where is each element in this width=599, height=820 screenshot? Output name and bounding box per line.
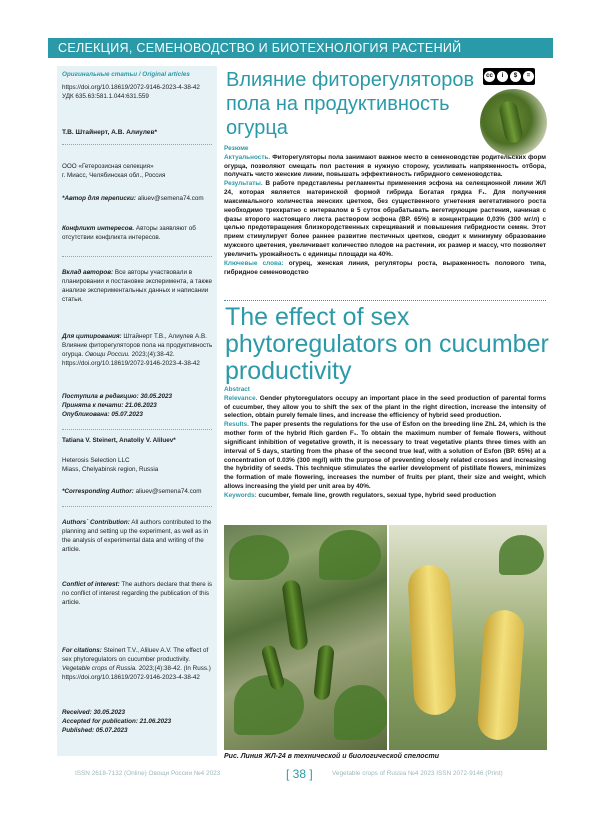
published-en: Published: 05.07.2023: [62, 727, 128, 735]
article-type: Оригинальные статьи / Original articles: [62, 71, 190, 78]
conflict-en: [62, 580, 214, 607]
keywords-ru-text: огурец, женская линия, регуляторы роста, выраженность полового типа, гибридное семеноводство: [224, 259, 547, 276]
authors-ru: Т.В. Штайнерт, А.В. Алиулев*: [62, 129, 158, 136]
cite-en-label: For citations:: [62, 647, 102, 654]
divider: [62, 506, 212, 507]
leaf: [229, 535, 289, 580]
green-cucumber: [313, 644, 335, 700]
org-ru: [62, 162, 214, 180]
relevance-en: [224, 395, 546, 421]
cite-ru: [62, 332, 214, 369]
cite-en-journal: Vegetable crops of Russia.: [62, 665, 138, 673]
leaf: [234, 675, 304, 735]
leaf: [499, 535, 544, 575]
conflict-en-label: Conflict of interest:: [62, 581, 120, 588]
dates-en: [62, 708, 214, 735]
keywords-ru-label: Ключевые слова:: [224, 259, 284, 267]
accepted-ru: Принята к печати: 21.06.2023: [62, 402, 157, 410]
org-ru-location: г. Миасс, Челябинская обл., Россия: [62, 172, 166, 180]
corr-en-label: *Corresponding Author:: [62, 488, 134, 495]
title-ru: Влияние фиторегуляторов пола на продуктивность огурца: [226, 69, 475, 139]
abstract-label: Abstract: [224, 386, 250, 393]
keywords-en-label: Keywords:: [224, 491, 257, 499]
divider: [62, 256, 212, 257]
footer-left: ISSN 2618-7132 (Online) Овощи России №4 2023: [75, 770, 221, 777]
figure-caption: Рис. Линия ЖЛ-24 в технической и биологической спелости: [224, 753, 439, 760]
dates-ru: [62, 392, 214, 419]
relevance-ru-text: Фиторегуляторы пола занимают важное место в семеноводстве родительских форм огурца, позволяют смещать пол растения в нужную сторону, усиливать напряженность отбора, получать чисто женские линии, повышать эффективность гибридного семеноводства.: [224, 153, 546, 179]
section-header: СЕЛЕКЦИЯ, СЕМЕНОВОДСТВО И БИОТЕХНОЛОГИЯ РАСТЕНИЙ: [48, 38, 553, 58]
results-en-text: The paper presents the regulations for the use of Esfon on the breeding line ZhL 24, which is the mother form of the hybrid Rich garden F₁. To obtain the maximum number of female flowers, without significant inhibition of vegetative growth, it is necessary to treat vegetative plants three times with an interval of 5 days, starting from the phase of the second true leaf, with a solution of Esfon (BP. 65%) at a concentration of 0.03% (300 mg/l) with the purpose of preventing closely related crosses and increasing the hybridity of seeds. This technique stimulates the earlier development of pistillate flowers, minimizes the formation of male flowering, increases the number of fruits per plant, their size and weight, which allows increasing the yield per unit area by 40%.: [224, 421, 546, 491]
contrib-en: [62, 518, 214, 555]
org-ru-name: ООО «Гетерозисная селекция»: [62, 163, 154, 170]
keywords-en: [224, 492, 546, 501]
results-ru: [224, 180, 546, 259]
page-number: [ 38 ]: [286, 767, 313, 781]
by-icon: i: [497, 71, 508, 82]
contrib-ru-label: Вклад авторов:: [62, 269, 114, 276]
abstract-en: [224, 386, 546, 501]
nc-icon: $: [510, 71, 521, 82]
divider: [62, 144, 212, 145]
article-meta: [62, 70, 214, 101]
green-cucumber: [281, 579, 309, 651]
contrib-ru-text: Все авторы участвовали в планировании и постановке эксперимента, а также анализе экспериментальных данных и написании статьи.: [62, 269, 212, 304]
title-en: The effect of sex phytoregulators on cucumber productivity: [225, 303, 549, 385]
footer-right: Vegetable crops of Russia №4 2023 ISSN 2072-9146 (Print): [332, 770, 503, 777]
conflict-ru-label: Конфликт интересов.: [62, 225, 135, 232]
relevance-en-text: Gender phytoregulators occupy an important place in the seed production of parental forms of cucumber, they allow you to shift the sex of the plant in the right direction, increase the intensity of selection, obtain purely female lines, and increase the efficiency of hybrid seed production.: [224, 394, 547, 420]
corr-ru-email[interactable]: aliuev@semena74.com: [137, 195, 204, 202]
relevance-ru: [224, 154, 546, 180]
keywords-ru: [224, 260, 546, 278]
org-en-location: Miass, Chelyabinsk region, Russia: [62, 466, 159, 474]
yellow-cucumber: [407, 564, 457, 716]
cite-ru-text: Штайнерт Т.В., Алиулев А.В. Влияние фиторегуляторов пола на продуктивность огурца.: [62, 333, 213, 359]
corr-ru-label: *Автор для переписки:: [62, 195, 136, 202]
resume-label: Резюме: [224, 145, 249, 152]
section-divider: [224, 300, 546, 301]
cc-license-badge[interactable]: [483, 68, 535, 85]
authors-en: Tatiana V. Steinert, Anatoliy V. Aliluev*: [62, 437, 176, 444]
relevance-en-label: Relevance.: [224, 394, 258, 402]
leaf: [334, 685, 387, 740]
cite-en-text: Steinert T.V., Aliluev A.V. The effect of sex phytoregulators on cucumber productivity.: [62, 647, 209, 664]
results-en: [224, 421, 546, 492]
cite-en: [62, 646, 214, 683]
article-info-sidebar: [57, 66, 217, 756]
cite-ru-label: Для цитирования:: [62, 333, 122, 340]
leaf: [319, 530, 381, 580]
keywords-en-text: cucumber, female line, growth regulators, sexual type, hybrid seed production: [258, 491, 497, 499]
sa-icon: =: [523, 71, 534, 82]
results-ru-label: Результаты.: [224, 180, 263, 188]
cite-ru-doi[interactable]: 2023;(4):38-42. https://doi.org/10.18619/2072-9146-2023-4-38-42: [62, 351, 200, 368]
udk: УДК 635.63:581.1.044:631.559: [62, 93, 149, 101]
conflict-en-text: The authors declare that there is no conflict of interest regarding the publication of this article.: [62, 581, 213, 607]
green-cucumber-photo: [224, 525, 387, 750]
yellow-cucumber: [477, 609, 526, 741]
contrib-ru: [62, 268, 214, 305]
doi-link[interactable]: https://doi.org/10.18619/2072-9146-2023-4-38-42: [62, 84, 200, 92]
published-ru: Опубликована: 05.07.2023: [62, 411, 143, 419]
abstract-ru: [224, 145, 546, 277]
results-ru-text: В работе представлены регламенты применения эсфона на селекционной линии ЖЛ 24, которая является материнской формой гибрида Богатая грядка F₁. Для получения максимального количества женских цветков, без существенного угнетения вегетативного роста необходимо трехкратно с интервалом в 5 суток обрабатывать вегетирующие растения, начиная с фазы второго настоящего листа раствором эсфона (ВР. 65%) в концентрации 0,03% (300 мг/л) с целью предотвращения близкородственных скрещиваний и повышения гибридности семян. Этот прием стимулирует более раннее развитие пестичных цветков, сводит к минимуму образование мужского цветения, увеличивает количество плодов на растении, их размер и массу, что позволяет увеличить урожайность с единицы площади на 40%.: [224, 180, 546, 258]
contrib-en-label: Authors` Contribution:: [62, 519, 130, 526]
cite-ru-journal: Овощи России.: [85, 351, 130, 359]
contrib-en-text: All authors contributed to the planning and setting up the experiment, as well as in the analysis of experimental data and writing of the article.: [62, 519, 212, 554]
corr-en-email[interactable]: aliuev@semena74.com: [135, 488, 202, 495]
ripe-cucumber-photo: [389, 525, 547, 750]
conflict-ru-text: Авторы заявляют об отсутствии конфликта интересов.: [62, 225, 196, 242]
received-ru: Поступила в редакцию: 30.05.2023: [62, 393, 172, 400]
received-en: Received: 30.05.2023: [62, 709, 126, 716]
cc-icon: cc: [484, 71, 495, 82]
relevance-ru-label: Актуальность.: [224, 153, 271, 161]
org-en: [62, 456, 214, 474]
divider: [62, 429, 212, 430]
cite-en-doi[interactable]: 2023;(4):38-42. (In Russ.) https://doi.org/10.18619/2072-9146-2023-4-38-42: [62, 665, 211, 682]
conflict-ru: [62, 224, 214, 242]
org-en-name: Heterosis Selection LLC: [62, 457, 130, 464]
corr-ru: [62, 194, 214, 203]
accepted-en: Accepted for publication: 21.06.2023: [62, 718, 172, 726]
results-en-label: Results.: [224, 421, 249, 429]
corr-en: [62, 487, 214, 496]
